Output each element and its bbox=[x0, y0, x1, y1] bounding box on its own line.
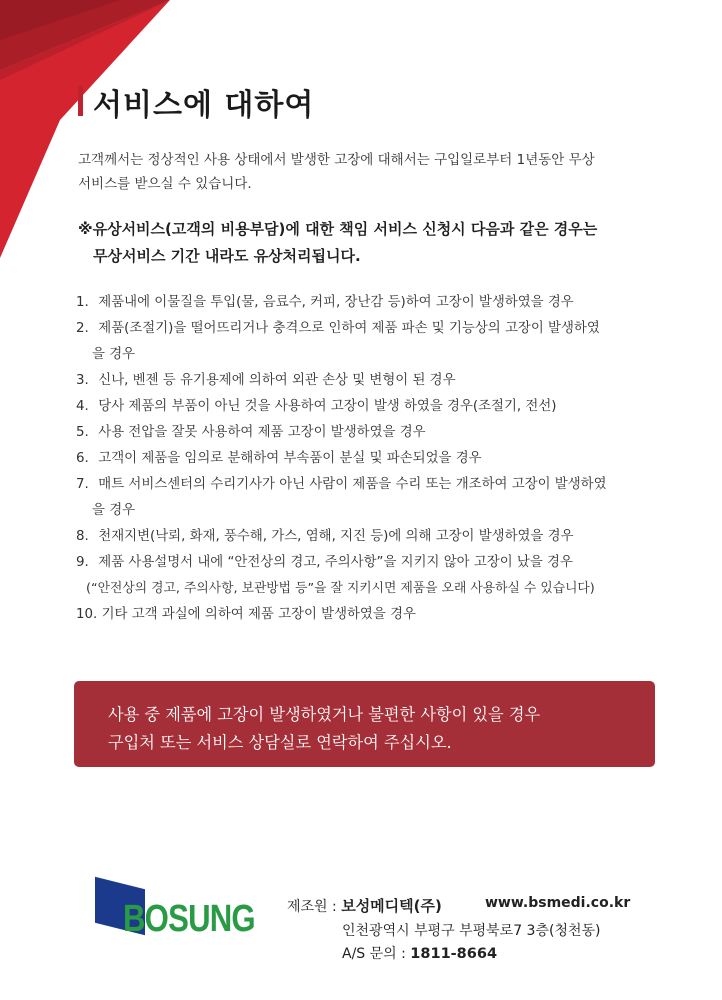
paid-service-notice bbox=[78, 216, 678, 270]
list-item bbox=[76, 420, 676, 446]
item-text: 천재지변(낙뢰, 화재, 풍수해, 가스, 염해, 지진 등)에 의해 고장이 발생하였을 경우 bbox=[98, 529, 574, 544]
item-text: 기타 고객 과실에 의하여 제품 고장이 발생하였을 경우 bbox=[101, 607, 416, 622]
maker-name: 보성메디텍(주) bbox=[341, 897, 442, 915]
website-text: www.bsmedi.co.kr bbox=[485, 895, 631, 911]
as-label: A/S 문의 : bbox=[342, 946, 411, 962]
contact-banner bbox=[74, 681, 655, 767]
page-title: 서비스에 대하여 bbox=[93, 88, 315, 123]
as-phone: 1811-8664 bbox=[410, 946, 498, 962]
item-text: 당사 제품의 부품이 아닌 것을 사용하여 고장이 발생 하였을 경우(조절기, 전선) bbox=[98, 399, 557, 414]
list-item bbox=[76, 290, 676, 316]
list-item bbox=[76, 550, 676, 602]
banner-line: 사용 중 제품에 고장이 발생하였거나 불편한 사항이 있을 경우 bbox=[108, 705, 541, 724]
bosung-logo bbox=[92, 878, 262, 948]
list-item bbox=[76, 602, 676, 628]
item-number: 8. bbox=[76, 529, 89, 544]
list-item bbox=[76, 368, 676, 394]
list-item bbox=[76, 524, 676, 550]
intro-line: 서비스를 받으실 수 있습니다. bbox=[78, 176, 252, 192]
list-item bbox=[76, 316, 676, 368]
item-number: 2. bbox=[76, 321, 89, 336]
maker-label: 제조원 : bbox=[287, 899, 342, 915]
item-text: 매트 서비스센터의 수리기사가 아닌 사람이 제품을 수리 또는 개조하여 고장이 발생하였 bbox=[98, 477, 607, 492]
notice-line: ※유상서비스(고객의 비용부담)에 대한 책임 서비스 신청시 다음과 같은 경우는 bbox=[78, 220, 598, 238]
intro-paragraph bbox=[78, 148, 658, 196]
item-text: 고객이 제품을 임의로 분해하여 부속품이 분실 및 파손되었을 경우 bbox=[98, 451, 482, 466]
title-accent-bar bbox=[78, 86, 83, 116]
list-item bbox=[76, 472, 676, 524]
item-number: 10. bbox=[76, 607, 98, 622]
item-text-continued: 을 경우 bbox=[92, 503, 136, 518]
item-text: 제품(조절기)을 떨어뜨리거나 충격으로 인하여 제품 파손 및 기능상의 고장이 발생하였 bbox=[98, 321, 600, 336]
notice-line: 무상서비스 기간 내라도 유상처리됩니다. bbox=[93, 247, 361, 265]
item-number: 7. bbox=[76, 477, 89, 492]
item-number: 1. bbox=[76, 295, 89, 310]
item-number: 3. bbox=[76, 373, 89, 388]
item-text: 제품 사용설명서 내에 “안전상의 경고, 주의사항”을 지키지 않아 고장이 났을 경우 bbox=[98, 555, 573, 570]
paid-service-conditions-list bbox=[76, 290, 676, 628]
logo-wordmark: BOSUNG bbox=[123, 898, 255, 940]
list-item bbox=[76, 394, 676, 420]
item-text: 제품내에 이물질을 투입(물, 음료수, 커피, 장난감 등)하여 고장이 발생하였을 경우 bbox=[98, 295, 574, 310]
banner-line: 구입처 또는 서비스 상담실로 연락하여 주십시오. bbox=[108, 733, 452, 752]
item-text: 신나, 벤젠 등 유기용제에 의하여 외관 손상 및 변형이 된 경우 bbox=[98, 373, 456, 388]
item-text-continued: 을 경우 bbox=[92, 347, 136, 362]
list-item bbox=[76, 446, 676, 472]
address-text: 인천광역시 부평구 부평북로7 3층(청천동) bbox=[342, 923, 601, 939]
intro-line: 고객께서는 정상적인 사용 상태에서 발생한 고장에 대해서는 구입일로부터 1년동안 무상 bbox=[78, 152, 595, 168]
item-number: 5. bbox=[76, 425, 89, 440]
item-number: 9. bbox=[76, 555, 89, 570]
item-text: 사용 전압을 잘못 사용하여 제품 고장이 발생하였을 경우 bbox=[98, 425, 426, 440]
item-text-continued: (“안전상의 경고, 주의사항, 보관방법 등”을 잘 지키시면 제품을 오래 사용하실 수 있습니다) bbox=[86, 581, 595, 596]
item-number: 6. bbox=[76, 451, 89, 466]
item-number: 4. bbox=[76, 399, 89, 414]
as-contact bbox=[342, 943, 497, 963]
manufacturer-info bbox=[287, 895, 442, 916]
